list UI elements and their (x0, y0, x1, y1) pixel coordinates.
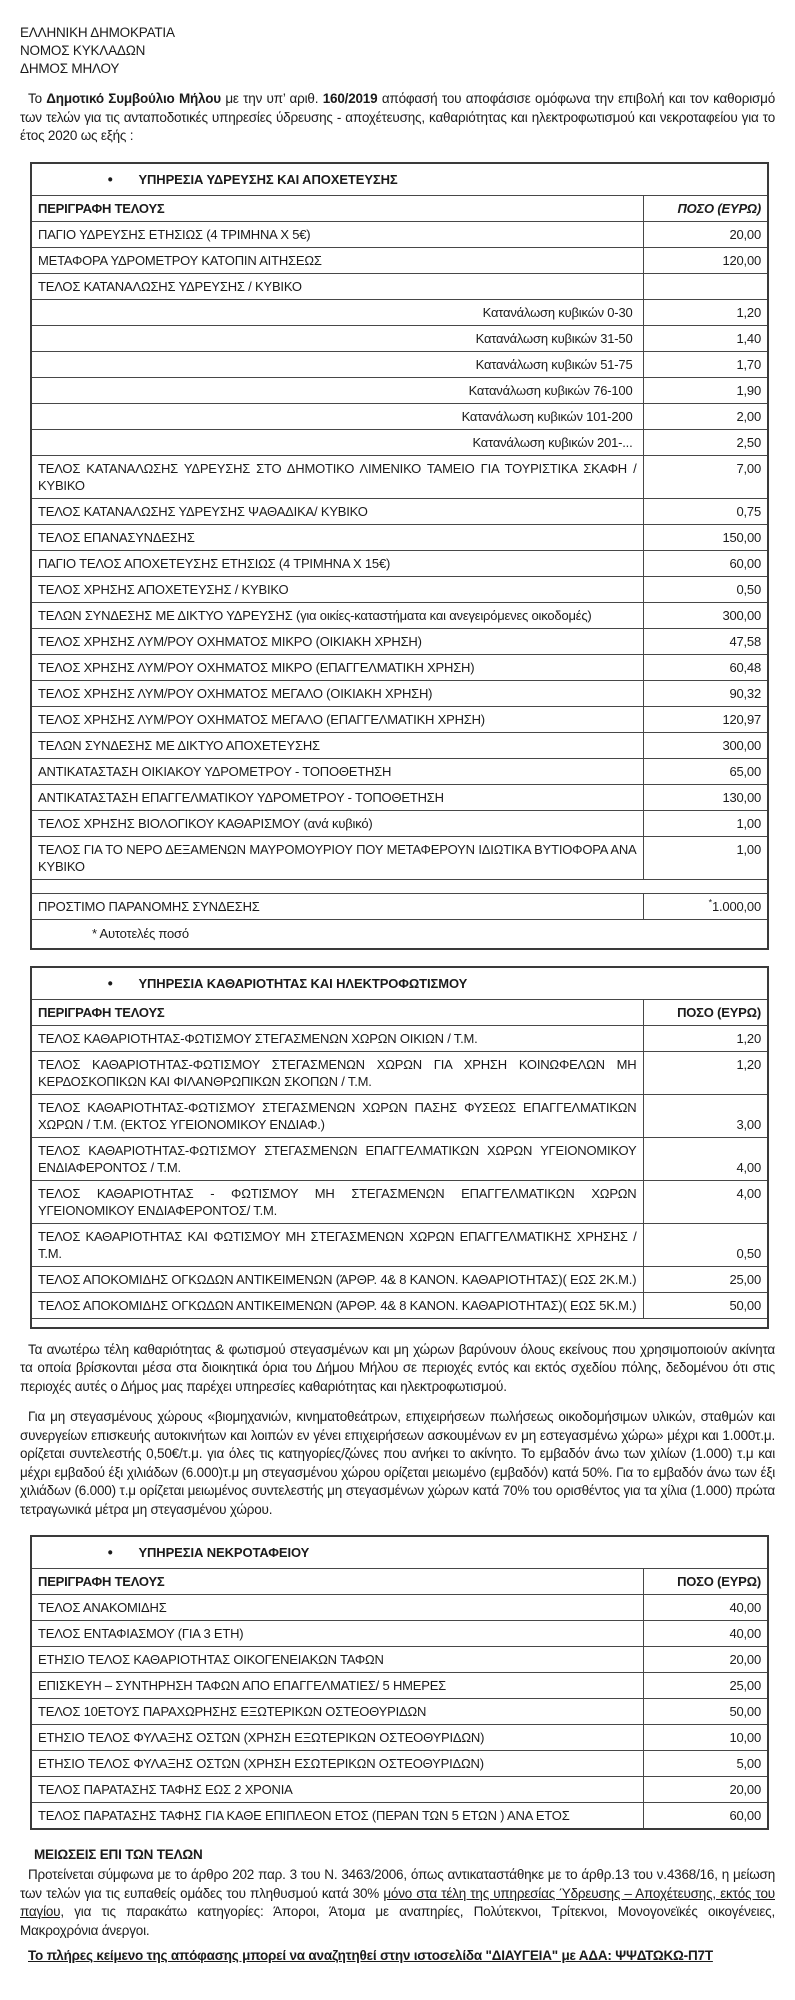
table-footnote: * Αυτοτελές ποσό (31, 919, 768, 949)
fee-amount-cell: 2,00 (643, 403, 768, 429)
fee-amount-cell: 5,00 (643, 1751, 768, 1777)
fee-amount-cell: 47,58 (643, 628, 768, 654)
fee-amount-cell: 1,00 (643, 810, 768, 836)
fee-description-cell: ΤΕΛΟΣ ΧΡΗΣΗΣ ΛΥΜ/ΡΟΥ ΟΧΗΜΑΤΟΣ ΜΙΚΡΟ (ΕΠΑΓΓΕΛΜΑΤΙΚΗ ΧΡΗΣΗ) (31, 654, 643, 680)
table-row (31, 706, 768, 732)
fee-description-cell: ΤΕΛΟΣ ΕΠΑΝΑΣΥΝΔΕΣΗΣ (31, 524, 643, 550)
table-row (31, 247, 768, 273)
fee-amount-cell: 1,70 (643, 351, 768, 377)
table-title-label: ΥΠΗΡΕΣΙΑ ΥΔΡΕΥΣΗΣ ΚΑΙ ΑΠΟΧΕΤΕΥΣΗΣ (138, 171, 398, 187)
fee-amount-cell: 0,50 (643, 1223, 768, 1266)
fee-amount-cell: 50,00 (643, 1292, 768, 1318)
fee-amount-cell: 2,50 (643, 429, 768, 455)
fee-description-cell: ΤΕΛΟΣ ΧΡΗΣΗΣ ΒΙΟΛΟΓΙΚΟΥ ΚΑΘΑΡΙΣΜΟΥ (ανά κυβικό) (31, 810, 643, 836)
table-row (31, 1673, 768, 1699)
table-row (31, 576, 768, 602)
fee-description-cell: ΕΤΗΣΙΟ ΤΕΛΟΣ ΚΑΘΑΡΙΟΤΗΤΑΣ ΟΙΚΟΓΕΝΕΙΑΚΩΝ ΤΑΦΩΝ (31, 1647, 643, 1673)
fee-table-cemetery (30, 1535, 767, 1830)
fee-description-cell: ΤΕΛΟΣ ΠΑΡΑΤΑΣΗΣ ΤΑΦΗΣ ΓΙΑ ΚΑΘΕ ΕΠΙΠΛΕΟΝ ΕΤΟΣ (ΠΕΡΑΝ ΤΩΝ 5 ΕΤΩΝ ) ΑΝΑ ΕΤΟΣ (31, 1803, 643, 1830)
text-segment: Δημοτικό Συμβούλιο Μήλου (46, 91, 221, 106)
table-row (31, 273, 768, 299)
column-header-amount: ΠΟΣΟ (ΕΥΡΩ) (643, 1569, 768, 1595)
fee-amount-cell: 7,00 (643, 455, 768, 498)
fee-amount-cell: 60,00 (643, 550, 768, 576)
fee-amount-cell: 300,00 (643, 602, 768, 628)
fee-description-cell: ΤΕΛΟΣ ΚΑΘΑΡΙΟΤΗΤΑΣ-ΦΩΤΙΣΜΟΥ ΣΤΕΓΑΣΜΕΝΩΝ ΧΩΡΩΝ ΠΑΣΗΣ ΦΥΣΕΩΣ ΕΠΑΓΓΕΛΜΑΤΙΚΩΝ ΧΩΡΩΝ / Τ.Μ. (ΕΚΤΟΣ ΥΓΕΙΟΝΟΜΙΚΟΥ ΕΝΔΙΑΦ.) (31, 1094, 643, 1137)
fee-description-cell: ΤΕΛΟΣ ΚΑΘΑΡΙΟΤΗΤΑΣ-ΦΩΤΙΣΜΟΥ ΣΤΕΓΑΣΜΕΝΩΝ ΧΩΡΩΝ ΓΙΑ ΧΡΗΣΗ ΚΟΙΝΩΦΕΛΩΝ ΜΗ ΚΕΡΔΟΣΚΟΠΙΚΩΝ ΚΑΙ ΦΙΛΑΝΘΡΩΠΙΚΩΝ ΣΚΟΠΩΝ / Τ.Μ. (31, 1051, 643, 1094)
table-row (31, 1699, 768, 1725)
fee-description-cell: ΤΕΛΟΣ ΑΝΑΚΟΜΙΔΗΣ (31, 1595, 643, 1621)
table-row (31, 1292, 768, 1318)
table-row (31, 429, 768, 455)
fee-amount-cell: 40,00 (643, 1621, 768, 1647)
fee-description-cell: ΜΕΤΑΦΟΡΑ ΥΔΡΟΜΕΤΡΟΥ ΚΑΤΟΠΙΝ ΑΙΤΗΣΕΩΣ (31, 247, 643, 273)
fee-description-cell: ΑΝΤΙΚΑΤΑΣΤΑΣΗ ΕΠΑΓΓΕΛΜΑΤΙΚΟΥ ΥΔΡΟΜΕΤΡΟΥ - ΤΟΠΟΘΕΤΗΣΗ (31, 784, 643, 810)
fee-description-cell: ΤΕΛΩΝ ΣΥΝΔΕΣΗΣ ΜΕ ΔΙΚΤΥΟ ΥΔΡΕΥΣΗΣ (για οικίες-καταστήματα και ανεγειρόμενες οικοδομές) (31, 602, 643, 628)
text-segment: απόφασή του αποφάσισε ομόφωνα την επιβολή και τον καθορισμό των τελών για τις ανταποδοτικές υπηρεσίες ύδρευσης - αποχέτευσης, καθαριότητας και ηλεκτροφωτισμού και νεκροταφείου για το έτος 2020 ως εξής : (20, 91, 776, 143)
fee-description-cell: ΤΕΛΟΣ ΧΡΗΣΗΣ ΑΠΟΧΕΤΕΥΣΗΣ / ΚΥΒΙΚΟ (31, 576, 643, 602)
fee-amount-cell: 20,00 (643, 221, 768, 247)
table-title (31, 967, 768, 1000)
fee-amount-cell: 50,00 (643, 1699, 768, 1725)
footer-diavgeia-note: Το πλήρες κείμενο της απόφασης μπορεί να αναζητηθεί στην ιστοσελίδα "ΔΙΑΥΓΕΙΑ" με ΑΔΑ: ΨΨΔΤΩΚΩ-Π7Τ (28, 1948, 713, 1963)
table-row (31, 1266, 768, 1292)
fee-amount-cell: 20,00 (643, 1647, 768, 1673)
fee-description-cell: ΤΕΛΩΝ ΣΥΝΔΕΣΗΣ ΜΕ ΔΙΚΤΥΟ ΑΠΟΧΕΤΕΥΣΗΣ (31, 732, 643, 758)
fee-description-cell: ΤΕΛΟΣ ΕΝΤΑΦΙΑΣΜΟΥ (ΓΙΑ 3 ΕΤΗ) (31, 1621, 643, 1647)
table-row (31, 1318, 768, 1328)
fee-description-cell: Κατανάλωση κυβικών 201-... (31, 429, 643, 455)
table-row (31, 524, 768, 550)
table-row (31, 1595, 768, 1621)
fee-description-cell: ΑΝΤΙΚΑΤΑΣΤΑΣΗ ΟΙΚΙΑΚΟΥ ΥΔΡΟΜΕΤΡΟΥ - ΤΟΠΟΘΕΤΗΣΗ (31, 758, 643, 784)
fee-description-cell: Κατανάλωση κυβικών 0-30 (31, 299, 643, 325)
table-row (31, 455, 768, 498)
spacer-cell (31, 1318, 768, 1328)
fee-amount-cell: 90,32 (643, 680, 768, 706)
fee-description-cell: ΠΑΓΙΟ ΤΕΛΟΣ ΑΠΟΧΕΤΕΥΣΗΣ ΕΤΗΣΙΩΣ (4 ΤΡΙΜΗΝΑ Χ 15€) (31, 550, 643, 576)
text-segment: 160/2019 (322, 91, 378, 106)
fee-table-water-sewerage (30, 162, 767, 950)
bullet-icon: • (107, 170, 113, 188)
fee-amount-cell: 1,90 (643, 377, 768, 403)
table-title-label: ΥΠΗΡΕΣΙΑ ΚΑΘΑΡΙΟΤΗΤΑΣ ΚΑΙ ΗΛΕΚΤΡΟΦΩΤΙΣΜΟΥ (138, 975, 468, 991)
table-row (31, 377, 768, 403)
text-segment: με την υπ’ αριθ. (220, 91, 323, 106)
table-row (31, 628, 768, 654)
fee-amount-cell: 4,00 (643, 1180, 768, 1223)
fee-amount-cell: 4,00 (643, 1137, 768, 1180)
fee-description-cell: ΕΤΗΣΙΟ ΤΕΛΟΣ ΦΥΛΑΞΗΣ ΟΣΤΩΝ (ΧΡΗΣΗ ΕΣΩΤΕΡΙΚΩΝ ΟΣΤΕΟΘΥΡΙΔΩΝ) (31, 1751, 643, 1777)
fee-description-cell: ΤΕΛΟΣ ΚΑΤΑΝΑΛΩΣΗΣ ΥΔΡΕΥΣΗΣ ΨΑΘΑΔΙΚΑ/ ΚΥΒΙΚΟ (31, 498, 643, 524)
column-header-amount: ΠΟΣΟ (ΕΥΡΩ) (643, 195, 768, 221)
fee-table (30, 162, 769, 950)
table-row (31, 1647, 768, 1673)
table-row (31, 1803, 768, 1830)
agency-line: ΝΟΜΟΣ ΚΥΚΛΑΔΩΝ (20, 43, 146, 58)
table-title-label: ΥΠΗΡΕΣΙΑ ΝΕΚΡΟΤΑΦΕΙΟΥ (138, 1545, 310, 1560)
fee-amount-cell: 1,20 (643, 1051, 768, 1094)
fee-description-cell: Κατανάλωση κυβικών 76-100 (31, 377, 643, 403)
fee-description-cell: ΕΠΙΣΚΕΥΗ – ΣΥΝΤΗΡΗΣΗ ΤΑΦΩΝ ΑΠΟ ΕΠΑΓΓΕΛΜΑΤΙΕΣ/ 5 ΗΜΕΡΕΣ (31, 1673, 643, 1699)
fee-amount-cell: *1.000,00 (643, 893, 768, 919)
text-segment: Το (28, 91, 47, 106)
agency-line: ΔΗΜΟΣ ΜΗΛΟΥ (20, 61, 120, 76)
reductions-heading: ΜΕΙΩΣΕΙΣ ΕΠΙ ΤΩΝ ΤΕΛΩΝ (34, 1847, 203, 1862)
fee-amount-cell: 300,00 (643, 732, 768, 758)
text-segment: για τις παρακάτω κατηγορίες: Άποροι, Άτομα με αναπηρίες, Πολύτεκνοι, Τρίτεκνοι, Μονογονεϊκές οικογένειες, Μακροχρόνια άνεργοι. (20, 1904, 775, 1938)
fee-description-cell: ΤΕΛΟΣ ΚΑΘΑΡΙΟΤΗΤΑΣ-ΦΩΤΙΣΜΟΥ ΣΤΕΓΑΣΜΕΝΩΝ ΕΠΑΓΓΕΛΜΑΤΙΚΩΝ ΧΩΡΩΝ ΥΓΕΙΟΝΟΜΙΚΟΥ ΕΝΔΙΑΦΕΡΟΝΤΟΣ / Τ.Μ. (31, 1137, 643, 1180)
fee-amount-cell: 3,00 (643, 1094, 768, 1137)
fee-description-cell: ΤΕΛΟΣ ΚΑΘΑΡΙΟΤΗΤΑΣ - ΦΩΤΙΣΜΟΥ ΜΗ ΣΤΕΓΑΣΜΕΝΩΝ ΕΠΑΓΓΕΛΜΑΤΙΚΩΝ ΧΩΡΩΝ ΥΓΕΙΟΝΟΜΙΚΟΥ ΕΝΔΙΑΦΕΡΟΝΤΟΣ/ Τ.Μ. (31, 1180, 643, 1223)
fee-amount-cell: 25,00 (643, 1266, 768, 1292)
fee-description-cell: ΤΕΛΟΣ ΚΑΤΑΝΑΛΩΣΗΣ ΥΔΡΕΥΣΗΣ ΣΤΟ ΔΗΜΟΤΙΚΟ ΛΙΜΕΝΙΚΟ ΤΑΜΕΙΟ ΓΙΑ ΤΟΥΡΙΣΤΙΚΑ ΣΚΑΦΗ / ΚΥΒΙΚΟ (31, 455, 643, 498)
column-header-description: ΠΕΡΙΓΡΑΦΗ ΤΕΛΟΥΣ (31, 999, 643, 1025)
fee-description-cell: Κατανάλωση κυβικών 31-50 (31, 325, 643, 351)
table-row (31, 758, 768, 784)
table-row (31, 732, 768, 758)
table-row (31, 550, 768, 576)
note-paragraph-coverage: Τα ανωτέρω τέλη καθαριότητας & φωτισμού στεγασμένων και μη χώρων βαρύνουν όλους εκείνους που χρησιμοποιούν ακίνητα τα οποία βρίσκονται μέσα στα διοικητικά όρια του Δήμου Μήλου σε περιοχές εντός και εκτός σχεδίου πόλης, δεδομένου ότι στις περιοχές αυτές ο Δήμος μας παρέχει υπηρεσίες καθαριότητας και ηλεκτροφωτισμού. (20, 1341, 775, 1394)
agency-header (20, 24, 775, 78)
table-row (31, 351, 768, 377)
fee-description-cell: ΤΕΛΟΣ ΑΠΟΚΟΜΙΔΗΣ ΟΓΚΩΔΩΝ ΑΝΤΙΚΕΙΜΕΝΩΝ (ΆΡΘΡ. 4& 8 ΚΑΝΟΝ. ΚΑΘΑΡΙΟΤΗΤΑΣ)( ΕΩΣ 5Κ.Μ.) (31, 1292, 643, 1318)
table-row (31, 1621, 768, 1647)
table-row (31, 893, 768, 919)
bullet-icon: • (107, 1544, 113, 1561)
table-row (31, 299, 768, 325)
table-row (31, 1751, 768, 1777)
fee-description-cell: ΕΤΗΣΙΟ ΤΕΛΟΣ ΦΥΛΑΞΗΣ ΟΣΤΩΝ (ΧΡΗΣΗ ΕΞΩΤΕΡΙΚΩΝ ΟΣΤΕΟΘΥΡΙΔΩΝ) (31, 1725, 643, 1751)
fee-amount-cell: 130,00 (643, 784, 768, 810)
fee-amount-cell: 60,48 (643, 654, 768, 680)
fee-description-cell: ΤΕΛΟΣ ΓΙΑ ΤΟ ΝΕΡΟ ΔΕΞΑΜΕΝΩΝ ΜΑΥΡΟΜΟΥΡΙΟΥ ΠΟΥ ΜΕΤΑΦΕΡΟΥΝ ΙΔΙΩΤΙΚΑ ΒΥΤΙΟΦΟΡΑ ΑΝΑ ΚΥΒΙΚΟ (31, 836, 643, 879)
fee-amount-cell: 25,00 (643, 1673, 768, 1699)
reductions-section (20, 1846, 775, 1940)
fee-amount-cell: 40,00 (643, 1595, 768, 1621)
table-row (31, 879, 768, 893)
fee-description-cell: ΤΕΛΟΣ ΧΡΗΣΗΣ ΛΥΜ/ΡΟΥ ΟΧΗΜΑΤΟΣ ΜΙΚΡΟ (ΟΙΚΙΑΚΗ ΧΡΗΣΗ) (31, 628, 643, 654)
fee-description-cell: ΤΕΛΟΣ ΚΑΘΑΡΙΟΤΗΤΑΣ ΚΑΙ ΦΩΤΙΣΜΟΥ ΜΗ ΣΤΕΓΑΣΜΕΝΩΝ ΧΩΡΩΝ ΕΠΑΓΓΕΛΜΑΤΙΚΗΣ ΧΡΗΣΗΣ / Τ.Μ. (31, 1223, 643, 1266)
fee-amount-cell: 150,00 (643, 524, 768, 550)
fee-amount-cell: 0,50 (643, 576, 768, 602)
fee-amount-cell: 1,40 (643, 325, 768, 351)
fee-description-cell: Κατανάλωση κυβικών 51-75 (31, 351, 643, 377)
table-row (31, 325, 768, 351)
table-title (31, 163, 768, 196)
fee-amount-cell: 65,00 (643, 758, 768, 784)
agency-line: ΕΛΛΗΝΙΚΗ ΔΗΜΟΚΡΑΤΙΑ (20, 25, 175, 40)
table-row (31, 1094, 768, 1137)
table-row (31, 654, 768, 680)
fee-description-cell: ΤΕΛΟΣ ΚΑΤΑΝΑΛΩΣΗΣ ΥΔΡΕΥΣΗΣ / ΚΥΒΙΚΟ (31, 273, 643, 299)
text-segment: μόνο στα τέλη της υπηρεσίας Ύδρευσης – Αποχέτευσης, εκτός του παγίου, (20, 1885, 775, 1919)
fee-amount-cell: 120,97 (643, 706, 768, 732)
asterisk-marker: * (708, 897, 712, 908)
fee-description-cell: ΠΡΟΣΤΙΜΟ ΠΑΡΑΝΟΜΗΣ ΣΥΝΔΕΣΗΣ (31, 893, 643, 919)
fee-amount-cell: 120,00 (643, 247, 768, 273)
fee-description-cell: ΠΑΓΙΟ ΥΔΡΕΥΣΗΣ ΕΤΗΣΙΩΣ (4 ΤΡΙΜΗΝΑ Χ 5€) (31, 221, 643, 247)
column-header-description: ΠΕΡΙΓΡΑΦΗ ΤΕΛΟΥΣ (31, 1569, 643, 1595)
fee-table (30, 966, 769, 1329)
table-row (31, 602, 768, 628)
column-header-amount: ΠΟΣΟ (ΕΥΡΩ) (643, 999, 768, 1025)
text-segment: Προτείνεται σύμφωνα με το άρθρο 202 παρ. 3 του Ν. 3463/2006, όπως αντικαταστάθηκε με το άρθρ.13 του ν.4368/16, η μείωση των τελών για τις ευπαθείς ομάδες του πληθυσμού κατά 30% (20, 1867, 775, 1901)
fee-amount-cell: 20,00 (643, 1777, 768, 1803)
reductions-paragraph (20, 1866, 775, 1940)
table-row (31, 1051, 768, 1094)
intro-paragraph (20, 90, 775, 146)
notes-section (20, 1341, 775, 1520)
table-title (31, 1536, 768, 1569)
fee-amount-cell: 1,20 (643, 299, 768, 325)
fee-table-cleaning-lighting (30, 966, 767, 1329)
fee-description-cell: ΤΕΛΟΣ ΚΑΘΑΡΙΟΤΗΤΑΣ-ΦΩΤΙΣΜΟΥ ΣΤΕΓΑΣΜΕΝΩΝ ΧΩΡΩΝ ΟΙΚΙΩΝ / Τ.Μ. (31, 1025, 643, 1051)
fee-description-cell: ΤΕΛΟΣ 10ΕΤΟΥΣ ΠΑΡΑΧΩΡΗΣΗΣ ΕΞΩΤΕΡΙΚΩΝ ΟΣΤΕΟΘΥΡΙΔΩΝ (31, 1699, 643, 1725)
table-row (31, 680, 768, 706)
table-row (31, 784, 768, 810)
bullet-icon: • (107, 974, 113, 992)
note-paragraph-open-spaces: Για μη στεγασμένους χώρους «βιομηχανιών, κινηματοθεάτρων, επιχειρήσεων πωλήσεως οικοδομήσιμων υλικών, σταθμών και συνεργείων επισκευής αυτοκινήτων και λοιπών εν γένει επιχειρήσεων ασκουμένων εν μη εστεγασμένω χώρω» μέχρι και 1.000τ.μ. ορίζεται συντελεστής 0,50€/τ.μ. για όλες τις κατηγορίες/ζώνες που ανήκει το ακίνητο. Το εμβαδόν άνω των χιλίων (1.000) τ.μ και μέχρι εμβαδού έξι χιλιάδων (6.000)τ.μ μη στεγασμένου χώρου ορίζεται μειωμένο (εμβαδόν) κατά 50%. Για το εμβαδόν άνω των έξι χιλιάδων (6.000) τ.μ ορίζεται μειωμένος συντελεστής μη στεγασμένων χώρων κατά 70% του ορισθέντος για τα χίλια (1.000) πρώτα τετραγωνικά μέτρα μη στεγασμένου χώρου. (20, 1409, 775, 1517)
spacer-cell (31, 879, 768, 893)
table-row (31, 1777, 768, 1803)
fee-amount-cell: 0,75 (643, 498, 768, 524)
fee-amount-cell: 1,20 (643, 1025, 768, 1051)
fee-description-cell: ΤΕΛΟΣ ΠΑΡΑΤΑΣΗΣ ΤΑΦΗΣ ΕΩΣ 2 ΧΡΟΝΙΑ (31, 1777, 643, 1803)
table-row (31, 221, 768, 247)
table-row (31, 1025, 768, 1051)
table-row (31, 810, 768, 836)
table-row (31, 1725, 768, 1751)
fee-description-cell: ΤΕΛΟΣ ΑΠΟΚΟΜΙΔΗΣ ΟΓΚΩΔΩΝ ΑΝΤΙΚΕΙΜΕΝΩΝ (ΆΡΘΡ. 4& 8 ΚΑΝΟΝ. ΚΑΘΑΡΙΟΤΗΤΑΣ)( ΕΩΣ 2Κ.Μ.) (31, 1266, 643, 1292)
fee-description-cell: ΤΕΛΟΣ ΧΡΗΣΗΣ ΛΥΜ/ΡΟΥ ΟΧΗΜΑΤΟΣ ΜΕΓΑΛΟ (ΟΙΚΙΑΚΗ ΧΡΗΣΗ) (31, 680, 643, 706)
fee-description-cell: Κατανάλωση κυβικών 101-200 (31, 403, 643, 429)
table-row (31, 498, 768, 524)
table-row (31, 836, 768, 879)
table-row (31, 1223, 768, 1266)
fee-amount-cell: 1,00 (643, 836, 768, 879)
table-row (31, 1137, 768, 1180)
fee-amount-cell (643, 273, 768, 299)
fee-table (30, 1535, 769, 1830)
column-header-description: ΠΕΡΙΓΡΑΦΗ ΤΕΛΟΥΣ (31, 195, 643, 221)
fee-description-cell: ΤΕΛΟΣ ΧΡΗΣΗΣ ΛΥΜ/ΡΟΥ ΟΧΗΜΑΤΟΣ ΜΕΓΑΛΟ (ΕΠΑΓΓΕΛΜΑΤΙΚΗ ΧΡΗΣΗ) (31, 706, 643, 732)
table-row (31, 1180, 768, 1223)
fee-amount-cell: 60,00 (643, 1803, 768, 1830)
fee-amount-cell: 10,00 (643, 1725, 768, 1751)
table-row (31, 403, 768, 429)
